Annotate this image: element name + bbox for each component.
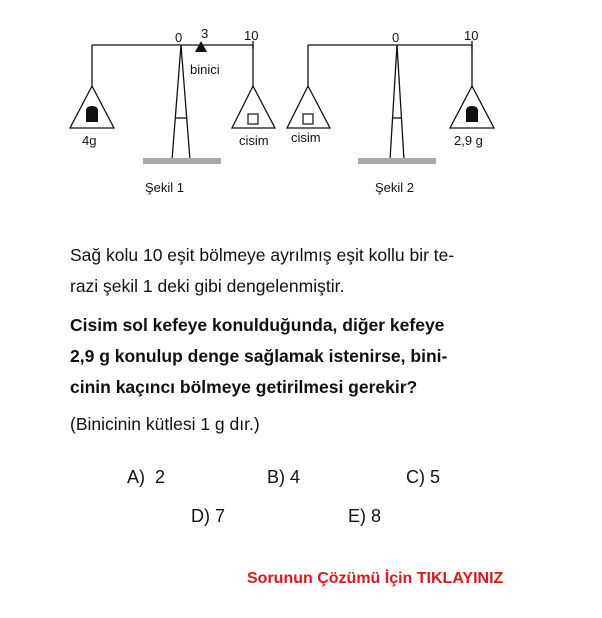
base-1 [143,158,221,164]
intro-line: razi şekil 1 deki gibi dengelenmiştir. [70,276,345,296]
tick-label-zero-2: 0 [392,30,400,45]
tick-label-rider: 3 [201,26,209,41]
option-c [406,467,440,488]
caption-2: Şekil 2 [375,180,415,195]
option-value: 4 [290,467,301,487]
option-a [127,467,165,488]
option-letter: D) [191,506,210,526]
intro-line: Sağ kolu 10 eşit bölmeye ayrılmış eşit kollu bir te- [70,245,455,265]
base-2 [358,158,436,164]
stem-line: cinin kaçıncı bölmeye getirilmesi gerekir? [70,377,418,397]
option-letter: A) [127,467,145,487]
weight-2-9g-icon [466,106,478,122]
question-stem [70,310,540,403]
option-letter: B) [267,467,285,487]
tick-label-ten-1: 10 [244,28,259,43]
right-pan-label-2: 2,9 g [454,133,483,148]
option-value: 8 [371,506,382,526]
balance-figure [0,0,602,220]
rider-icon [195,41,207,52]
option-b [267,467,300,488]
option-d [191,506,225,527]
right-pan-label-1: cisim [239,133,269,148]
caption-1: Şekil 1 [145,180,185,195]
weight-4g-icon [86,106,98,122]
option-value: 7 [215,506,226,526]
question-note [70,409,540,440]
option-letter: E) [348,506,366,526]
solution-link[interactable]: Sorunun Çözümü İçin TIKLAYINIZ [247,570,504,587]
question-intro [70,240,540,302]
tick-label-ten-2: 10 [464,28,479,43]
left-pan-label-2: cisim [291,130,321,145]
note-line: (Binicinin kütlesi 1 g dır.) [70,414,260,434]
rider-label: binici [190,62,220,77]
left-pan-label-1: 4g [82,133,97,148]
tick-label-zero-1: 0 [175,30,183,45]
object-box-icon-1 [248,114,258,124]
option-e [348,506,381,527]
stem-line: Cisim sol kefeye konulduğunda, diğer kefeye [70,315,445,335]
option-value: 2 [155,467,166,487]
stem-line: 2,9 g konulup denge sağlamak istenirse, bini- [70,346,448,366]
option-value: 5 [430,467,441,487]
option-letter: C) [406,467,425,487]
object-box-icon-2 [303,114,313,124]
